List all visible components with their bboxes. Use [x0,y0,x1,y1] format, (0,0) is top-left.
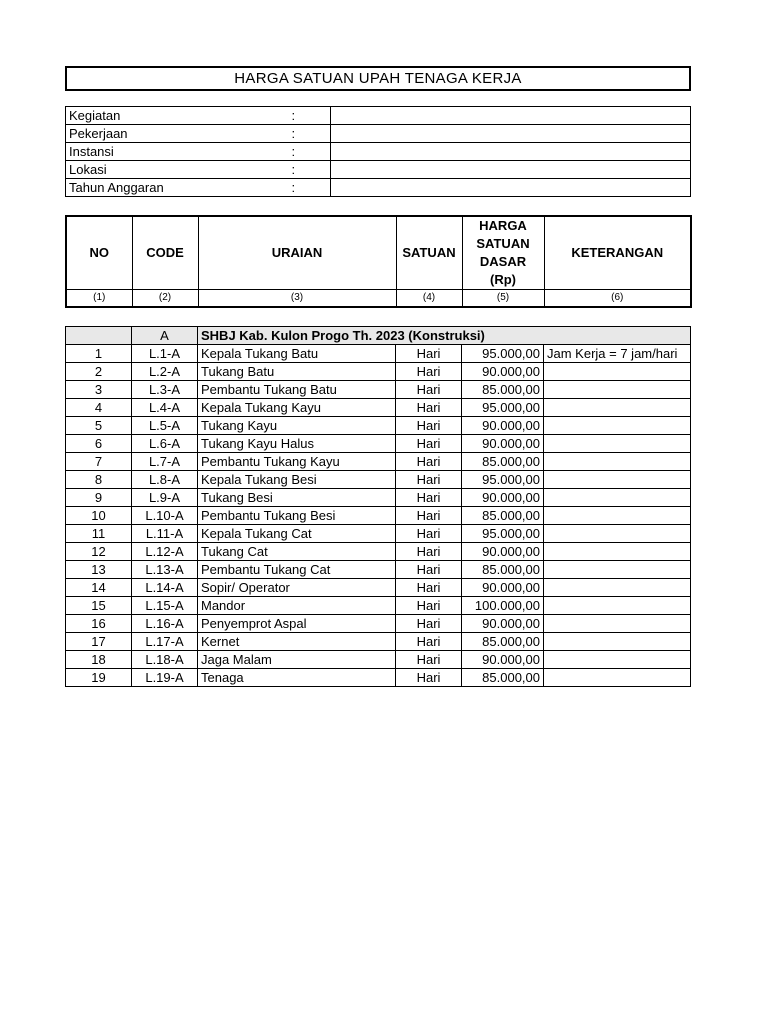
table-row [66,399,691,417]
row-keterangan [544,417,691,435]
info-label: Lokasi [66,161,292,179]
header-no: NO [66,216,132,290]
col-number: (2) [132,290,198,308]
header-uraian: URAIAN [198,216,396,290]
row-no: 7 [66,453,132,471]
row-uraian: Tenaga [198,669,396,687]
info-colon: : [292,161,331,179]
info-value [331,143,691,161]
row-uraian: Tukang Besi [198,489,396,507]
info-label: Pekerjaan [66,125,292,143]
row-harga: 90.000,00 [462,435,544,453]
row-no: 1 [66,345,132,363]
row-harga: 90.000,00 [462,615,544,633]
row-keterangan [544,453,691,471]
row-harga: 95.000,00 [462,525,544,543]
row-harga: 90.000,00 [462,417,544,435]
row-no: 6 [66,435,132,453]
section-title: SHBJ Kab. Kulon Progo Th. 2023 (Konstruksi) [198,327,691,345]
row-code: L.5-A [132,417,198,435]
row-no: 5 [66,417,132,435]
row-no: 14 [66,579,132,597]
row-keterangan [544,561,691,579]
info-value [331,125,691,143]
row-no: 2 [66,363,132,381]
info-row [66,143,691,161]
row-uraian: Penyemprot Aspal [198,615,396,633]
row-no: 13 [66,561,132,579]
row-harga: 85.000,00 [462,669,544,687]
row-uraian: Kepala Tukang Besi [198,471,396,489]
row-uraian: Mandor [198,597,396,615]
page-title: HARGA SATUAN UPAH TENAGA KERJA [65,66,691,91]
row-satuan: Hari [396,399,462,417]
row-satuan: Hari [396,633,462,651]
row-no: 18 [66,651,132,669]
row-satuan: Hari [396,471,462,489]
row-code: L.6-A [132,435,198,453]
row-satuan: Hari [396,345,462,363]
header-harga-line2: SATUAN [476,236,530,251]
row-code: L.3-A [132,381,198,399]
table-row [66,417,691,435]
column-header-table [65,215,692,308]
info-colon: : [292,143,331,161]
table-row [66,381,691,399]
row-uraian: Pembantu Tukang Cat [198,561,396,579]
table-row [66,615,691,633]
row-uraian: Kepala Tukang Batu [198,345,396,363]
row-uraian: Sopir/ Operator [198,579,396,597]
row-satuan: Hari [396,453,462,471]
row-harga: 100.000,00 [462,597,544,615]
row-uraian: Pembantu Tukang Besi [198,507,396,525]
row-code: L.16-A [132,615,198,633]
header-keterangan: KETERANGAN [544,216,691,290]
row-satuan: Hari [396,507,462,525]
table-row [66,435,691,453]
row-satuan: Hari [396,525,462,543]
row-no: 15 [66,597,132,615]
table-row [66,363,691,381]
info-row [66,107,691,125]
row-no: 16 [66,615,132,633]
row-satuan: Hari [396,615,462,633]
info-value [331,161,691,179]
info-label: Tahun Anggaran [66,179,292,197]
row-harga: 85.000,00 [462,453,544,471]
info-row [66,179,691,197]
row-keterangan [544,543,691,561]
row-no: 8 [66,471,132,489]
header-code: CODE [132,216,198,290]
row-keterangan [544,597,691,615]
row-no: 4 [66,399,132,417]
section-row [66,327,691,345]
table-row [66,633,691,651]
row-keterangan [544,471,691,489]
row-code: L.15-A [132,597,198,615]
row-no: 9 [66,489,132,507]
info-value [331,107,691,125]
row-code: L.9-A [132,489,198,507]
row-keterangan [544,579,691,597]
row-code: L.11-A [132,525,198,543]
row-uraian: Jaga Malam [198,651,396,669]
section-code: A [132,327,198,345]
row-satuan: Hari [396,489,462,507]
row-harga: 90.000,00 [462,579,544,597]
table-row [66,597,691,615]
col-number: (6) [544,290,691,308]
info-table [65,106,691,197]
row-keterangan [544,435,691,453]
row-code: L.12-A [132,543,198,561]
row-no: 3 [66,381,132,399]
row-satuan: Hari [396,579,462,597]
header-satuan: SATUAN [396,216,462,290]
row-satuan: Hari [396,381,462,399]
table-row [66,525,691,543]
row-uraian: Kernet [198,633,396,651]
row-code: L.1-A [132,345,198,363]
row-satuan: Hari [396,561,462,579]
row-harga: 95.000,00 [462,345,544,363]
row-uraian: Pembantu Tukang Kayu [198,453,396,471]
table-row [66,579,691,597]
row-no: 10 [66,507,132,525]
col-number: (4) [396,290,462,308]
row-keterangan [544,525,691,543]
header-harga [462,216,544,290]
col-number: (5) [462,290,544,308]
row-no: 12 [66,543,132,561]
row-code: L.2-A [132,363,198,381]
row-satuan: Hari [396,417,462,435]
table-row [66,453,691,471]
row-keterangan [544,633,691,651]
row-no: 17 [66,633,132,651]
row-harga: 90.000,00 [462,489,544,507]
row-harga: 85.000,00 [462,633,544,651]
row-keterangan [544,363,691,381]
row-keterangan [544,669,691,687]
row-uraian: Tukang Cat [198,543,396,561]
row-harga: 90.000,00 [462,363,544,381]
row-code: L.8-A [132,471,198,489]
row-keterangan [544,615,691,633]
row-code: L.18-A [132,651,198,669]
info-label: Kegiatan [66,107,292,125]
row-no: 19 [66,669,132,687]
info-colon: : [292,125,331,143]
row-satuan: Hari [396,363,462,381]
row-uraian: Tukang Kayu Halus [198,435,396,453]
row-satuan: Hari [396,669,462,687]
row-keterangan [544,507,691,525]
info-row [66,161,691,179]
info-value [331,179,691,197]
section-no [66,327,132,345]
row-keterangan [544,381,691,399]
table-row [66,561,691,579]
row-harga: 85.000,00 [462,507,544,525]
row-harga: 95.000,00 [462,399,544,417]
header-harga-line1: HARGA [479,218,527,233]
row-code: L.13-A [132,561,198,579]
row-satuan: Hari [396,435,462,453]
row-uraian: Kepala Tukang Cat [198,525,396,543]
row-uraian: Tukang Kayu [198,417,396,435]
row-harga: 95.000,00 [462,471,544,489]
row-code: L.7-A [132,453,198,471]
row-code: L.17-A [132,633,198,651]
info-colon: : [292,179,331,197]
row-uraian: Pembantu Tukang Batu [198,381,396,399]
header-harga-line3: DASAR [479,254,527,269]
row-harga: 90.000,00 [462,543,544,561]
row-uraian: Kepala Tukang Kayu [198,399,396,417]
table-row [66,471,691,489]
row-keterangan [544,651,691,669]
row-no: 11 [66,525,132,543]
row-satuan: Hari [396,597,462,615]
row-code: L.19-A [132,669,198,687]
info-row [66,125,691,143]
row-harga: 90.000,00 [462,651,544,669]
info-label: Instansi [66,143,292,161]
row-uraian: Tukang Batu [198,363,396,381]
row-code: L.10-A [132,507,198,525]
row-keterangan: Jam Kerja = 7 jam/hari [544,345,691,363]
table-row [66,543,691,561]
row-harga: 85.000,00 [462,381,544,399]
row-harga: 85.000,00 [462,561,544,579]
header-harga-line4: (Rp) [490,272,516,287]
info-colon: : [292,107,331,125]
row-code: L.4-A [132,399,198,417]
table-row [66,345,691,363]
table-row [66,489,691,507]
col-number: (1) [66,290,132,308]
table-row [66,669,691,687]
row-keterangan [544,489,691,507]
row-keterangan [544,399,691,417]
col-number: (3) [198,290,396,308]
table-row [66,507,691,525]
row-satuan: Hari [396,543,462,561]
table-row [66,651,691,669]
row-code: L.14-A [132,579,198,597]
data-table [65,326,691,687]
row-satuan: Hari [396,651,462,669]
